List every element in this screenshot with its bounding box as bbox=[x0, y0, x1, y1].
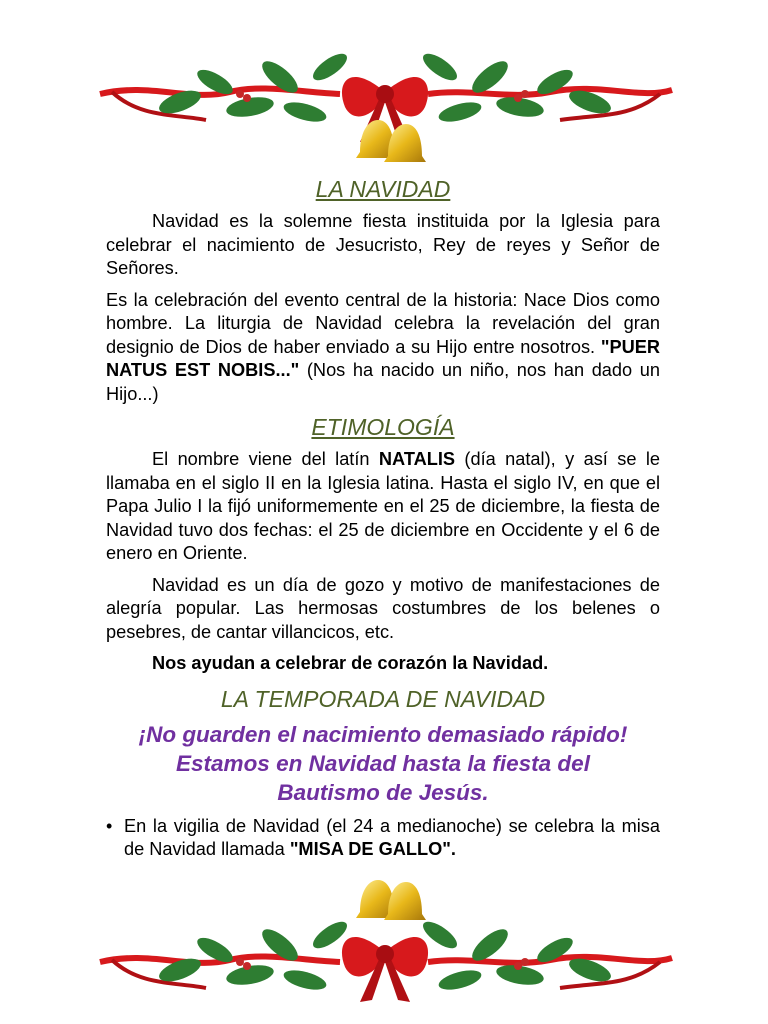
list-item bbox=[106, 815, 660, 862]
navidad-paragraph-1: Navidad es la solemne fiesta instituida por la Iglesia para celebrar el nacimiento de Jesucristo, Rey de reyes y Señor de Señores. bbox=[106, 211, 660, 278]
bottom-christmas-garland-icon bbox=[0, 872, 768, 1012]
highlight-line-2: Estamos en Navidad hasta la fiesta del bbox=[176, 750, 590, 776]
etimologia-p1-rest: (día natal), y así se le llamaba en el siglo II en la Iglesia latina. Hasta el siglo IV, en que el Papa Julio I la fijó uniformemente en el 25 de diciembre, la fiesta de Navidad tuvo dos fechas: el 25 de diciembre en Occidente y el 6 de enero en Oriente. bbox=[106, 449, 660, 563]
etimologia-paragraph-2: Navidad es un día de gozo y motivo de manifestaciones de alegría popular. Las hermosas costumbres de los belenes o pesebres, de cantar villancicos, etc. bbox=[106, 574, 660, 642]
misa-de-gallo-bold: "MISA DE GALLO". bbox=[289, 839, 456, 859]
top-christmas-garland-icon bbox=[0, 22, 768, 162]
etimologia-paragraph-3 bbox=[106, 652, 660, 676]
highlight-line-1: ¡No guarden el nacimiento demasiado rápido! bbox=[138, 721, 628, 747]
section-title-temporada: LA TEMPORADA DE NAVIDAD bbox=[220, 685, 546, 712]
etimologia-p1-start: El nombre viene del latín bbox=[152, 449, 379, 469]
natalis-word: NATALIS bbox=[378, 449, 456, 469]
temporada-highlight bbox=[106, 720, 660, 807]
navidad-paragraph-2-text: Es la celebración del evento central de la historia: Nace Dios como hombre. La liturgia de Navidad celebra la revelación del gran designio de Dios de haber enviado a su Hijo entre nosotros. bbox=[106, 289, 660, 357]
section-title-la-navidad: LA NAVIDAD bbox=[315, 176, 451, 202]
navidad-paragraph-2-tail: (Nos ha nacido un niño, nos han dado un Hijo...) bbox=[106, 360, 660, 404]
bullet-text: En la vigilia de Navidad (el 24 a medianoche) se celebra la misa de Navidad llamada bbox=[124, 815, 660, 859]
highlight-line-3: Bautismo de Jesús. bbox=[277, 779, 489, 805]
bullet-icon: • bbox=[106, 815, 113, 836]
etimologia-p3-bold: Nos ayudan a celebrar de corazón la Navidad. bbox=[152, 653, 549, 673]
puer-natus-quote: "PUER NATUS EST NOBIS..." bbox=[106, 336, 660, 380]
navidad-paragraph-2 bbox=[106, 289, 660, 407]
section-title-etimologia: ETIMOLOGÍA bbox=[311, 414, 455, 440]
etimologia-paragraph-1 bbox=[106, 448, 660, 566]
misa-de-gallo-text bbox=[124, 815, 660, 862]
